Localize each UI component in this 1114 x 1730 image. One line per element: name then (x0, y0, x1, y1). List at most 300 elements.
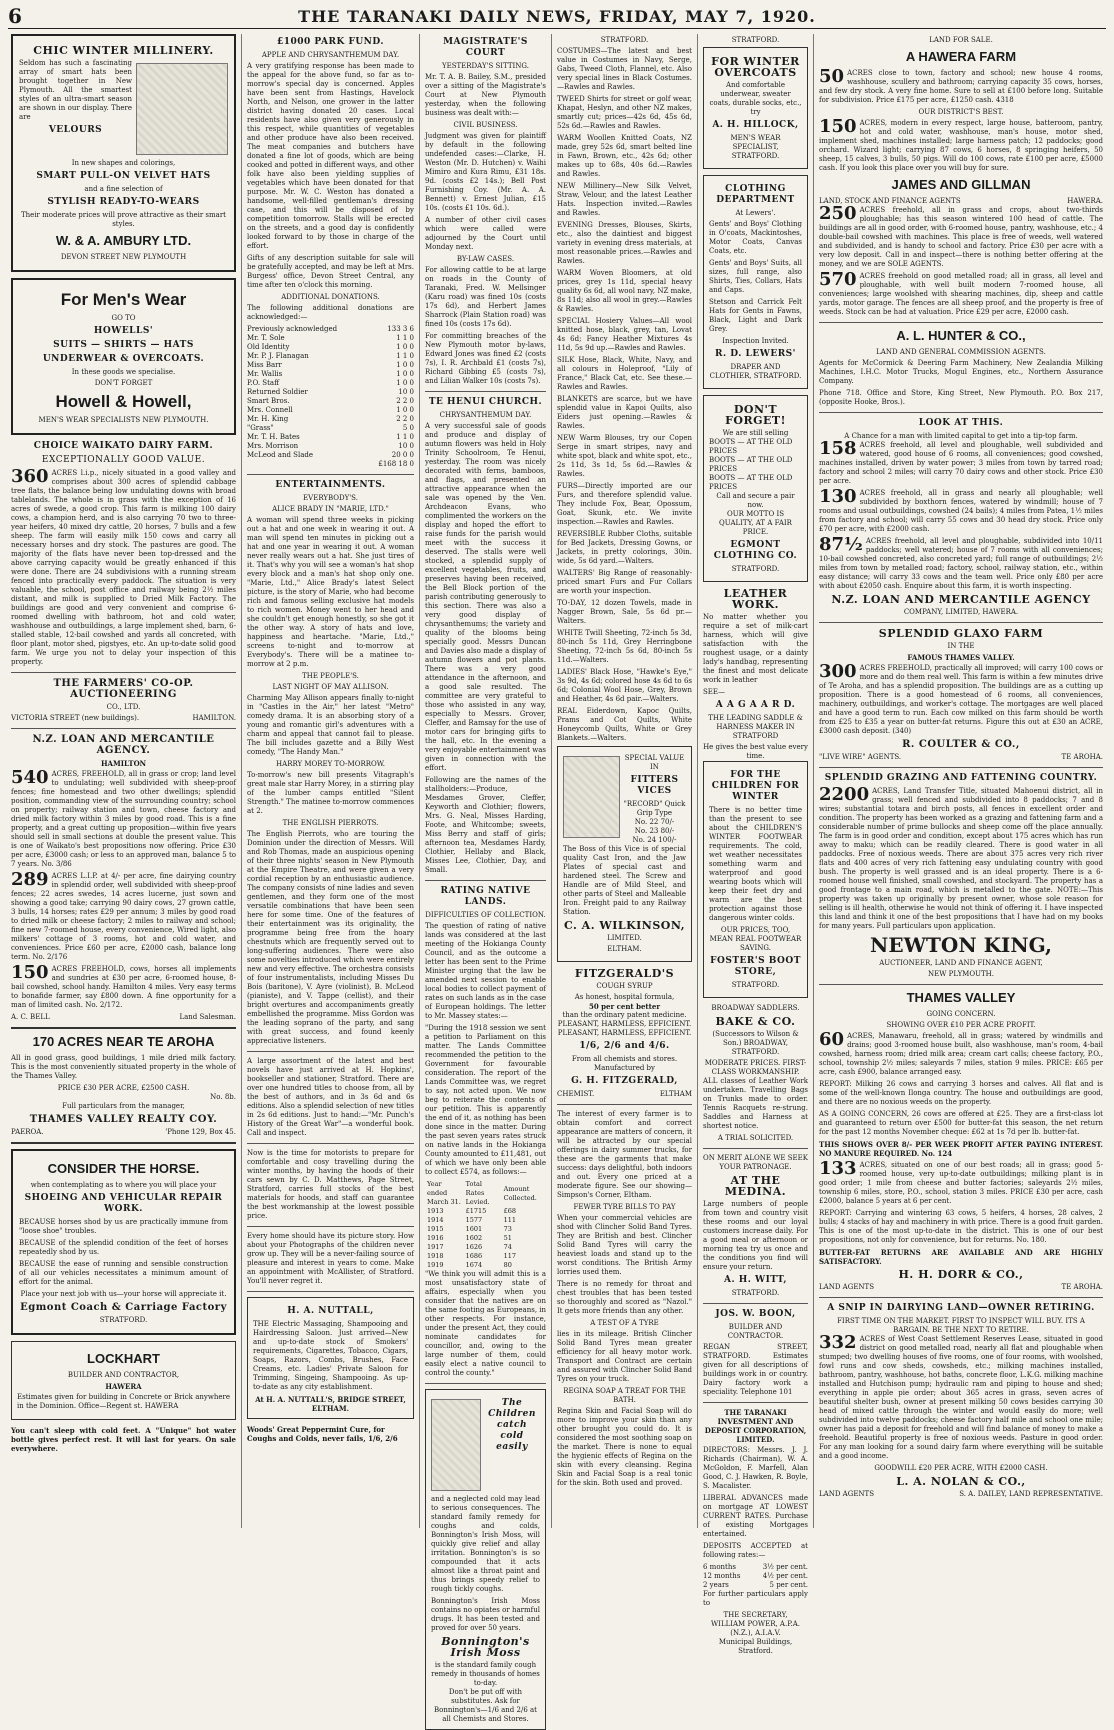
hillock-sub: MEN'S WEAR SPECIALIST, STRATFORD. (730, 134, 781, 160)
millinery-line5: STYLISH READY-TO-WEARS (47, 197, 200, 207)
teAroha-manager: Full particulars from the manager, (62, 1102, 185, 1110)
bonnington-tag3: Don't be put off with substitutes. Ask for Bonnington's—1/6 and 2/6 at all Chemists and Stores. (433, 1688, 537, 1723)
investment-secretary: THE SECRETARY, (723, 1611, 788, 1619)
nuttall-name: H. A. NUTTALL, (287, 1306, 374, 1316)
vice-illustration (563, 756, 620, 838)
table-cell: 1916 (427, 1234, 444, 1242)
egmont-clothing-town: STRATFORD. (731, 565, 780, 573)
rate-term: 6 months (703, 1563, 736, 1571)
henui-text: A very successful sale of goods and produce and display of autumn flowers was held in Holy Trinity Schoolroom, Te Henui, yesterday. The room was nicely decorated with ferns, bamboos, and flags, and presented an attractive appearance when the sale was opened by the Ven. Archdeacon Evans, who complimented the workers on the display and hoped the effort to raise funds for the parish would meet with the success it deserved. The stalls were well stocked, a splendid supply of excellent vegetables, fruits, and preserves having been received, the Bell Block portion of the parish contributing generously to this section. There was also a very good display of chrysanthemums; the variety and quality of the blooms being specially good. Messrs Duncan and Davies also made a display of autumn flowers and pot plants. There was a very good attendance in the afternoon, and a good sale resulted. The committee are very grateful to those who assisted in any way, especially to Messrs. Grover, Cleffer, and Ramsay for the use of motor cars for bringing gifts to the hall, etc. In the evening a very enjoyable entertainment was given in connection with the effort. (425, 422, 546, 772)
donation-amount: 1 1 0 (396, 334, 414, 342)
hawera-acres-2: 150 (819, 116, 857, 137)
table-cell: 1602 (465, 1234, 483, 1242)
bonnington-text2: Bonnington's Irish Moss contains no opiates or harmful drugs. It has been tested and proved for over 50 years. (431, 1597, 540, 1632)
howells-firm: Howell & Howell, (55, 392, 192, 411)
bake-head: BROADWAY SADDLERS. (711, 1004, 800, 1012)
table-cell: 51 (503, 1234, 512, 1242)
howells-heading: For Men's Wear (60, 290, 187, 309)
howells-line1: SUITS — SHIRTS — HATS (53, 340, 194, 350)
wilkinson-firm: C. A. WILKINSON, (563, 919, 686, 932)
egmont-coach-firm: Egmont Coach & Carriage Factory (20, 1302, 227, 1313)
column-5 (698, 34, 814, 1655)
foster-l1: OUR PRICES, TOO, MEAN REAL FOOTWEAR SAVING. (709, 926, 802, 952)
donation-row (247, 379, 414, 388)
nolan-sub: LAND AGENTS (819, 1490, 875, 1498)
bylaw-heading: BY-LAW CASES. (456, 255, 515, 263)
donation-amount: 20 0 0 (391, 451, 414, 459)
unique-bottle-ad: You can't sleep with cold feet. A "Unique" hot water bottle gives perfect rest. It will last for years. On sale everywhere. (11, 1426, 236, 1453)
donation-amount: 2 2 0 (396, 415, 414, 423)
fitz-sub: COUGH SYRUP (596, 982, 653, 990)
morey-text: To-morrow's new bill presents Vitagraph's great male star Harry Morey, in a stirring play of the lumber camps entitled "Silent Strength." The matinee to-morrow commences at 2. (247, 771, 414, 815)
donor-name: Mr. P. J. Flanagan (247, 352, 309, 360)
table-row (425, 1225, 546, 1234)
waikato-acres: 360 (11, 466, 49, 487)
donor-name: Mr. H. King (247, 415, 289, 423)
millinery-body2: Their moderate prices will prove attractive as their smart styles. (21, 211, 226, 228)
look-intro: A Chance for a man with limited capital to get into a tip-top farm. (844, 432, 1078, 440)
teAroha-place: PAEROA. (11, 1128, 44, 1136)
james-sub: LAND, STOCK AND FINANCE AGENTS (819, 197, 961, 205)
hawera-heading: A HAWERA FARM (905, 49, 1017, 64)
regina-text: Regina Skin and Facial Soap will do more to improve your skin than any other brought you could do. It is considered the most soothing soap on the market. There is none to equal the hygienic effects of Regina on the skin with every cleansing. Regina Skin and Facial Soap is a real tonic for the skin. Both used and proved. (557, 1407, 692, 1487)
donor-name: P.O. Staff (247, 379, 280, 387)
bonnington-tagline: The Children catch cold easily (488, 1398, 536, 1452)
donor-name: Returned Soldier (247, 388, 308, 396)
howells-ad (11, 278, 236, 435)
table-row (425, 1252, 546, 1261)
table-cell: 1914 (427, 1216, 444, 1224)
masthead (8, 4, 1106, 29)
donation-amount: 133 3 6 (387, 325, 414, 333)
teAroha-ad (11, 1034, 236, 1137)
table-cell: 117 (503, 1252, 517, 1260)
thames-sub: GOING CONCERN. (926, 1010, 996, 1018)
column-1 (6, 34, 242, 1528)
list-item: COSTUMES—The latest and best value in Costumes in Navy, Serge, Gabs, Tweed Cloth, Flannel, etc. Also very special lines in Black Costumes.—Rawles and Rawles. (557, 47, 692, 91)
fitters-text: The Boss of this Vice is of special quality Cast Iron, and the Jaw Plates of special cast and hardened steel. The Screw and Handle are of Mild Steel, and other parts of Steel and Malleable Iron. Freight paid to any Railway Station. (563, 845, 686, 916)
rate-value: 3½ per cent. (762, 1563, 808, 1571)
simpson-item: The interest of every farmer is to obtain comfort and correct appearance are matters of concern, it will be attracted by our special offerings in dairy summer trucks, for these are the garments that make success: days delightful, both indoors and out. Every one priced at a moderate figure. See our showing—Simpson's Corner, Eltham. (557, 1110, 692, 1199)
ambury-address: DEVON STREET NEW PLYMOUTH (60, 253, 187, 261)
table-cell: 1686 (465, 1252, 483, 1260)
waikato-sub: EXCEPTIONALLY GOOD VALUE. (41, 455, 206, 465)
glaxo-in: IN THE (947, 642, 975, 650)
table-cell: 73 (503, 1225, 512, 1233)
horse-l1: when contemplating as to where you will place your (30, 1181, 217, 1189)
snip-sub: FIRST TIME ON THE MARKET. FIRST TO INSPECT WILL BUY. ITS A BARGAIN. BE THE NEXT TO RETIRE. (837, 1317, 1085, 1334)
fitzgerald-ad (557, 968, 692, 1099)
park-fund-text2: Gifts of any description suitable for sale will be gratefully accepted, and may be left at Mrs. Burgess' office, Devon Street Central, any time after ten o'clock this morning. (247, 254, 414, 289)
millinery-body: Seldom has such a fascinating array of smart hats been brought together in New Plymouth. All the smartest styles of an ultra-smart season are shown in our display. There are (19, 59, 132, 121)
ambury-firm: W. & A. AMBURY LTD. (55, 233, 192, 248)
millinery-ad (11, 34, 236, 272)
donor-name: Old Identity (247, 343, 290, 351)
nzloan-text-1: ACRES, FREEHOLD, all in grass or crop; land level to undulating; well subdivided with sheep-proof fences; fine homestead and two other dwellings; splendid position, commanding view of the surrounding country; school on property; railway station and town, cheese factory and dried milk factory within 3 miles by good road. This is a fine property, and a great cutting up proposition—within five years should sell in small sections at double the present value. This is one of Waikato's best propositions now offering. Price £30 per acre, £3000 cash; or less to an approved man, balance 5 to 7 years. No. 3/86 (11, 770, 236, 868)
donation-amount: 1 0 0 (396, 343, 414, 351)
thames-text-2c: BUTTER-FAT RETURNS ARE AVAILABLE AND ARE HIGHLY SATISFACTORY. (819, 1248, 1103, 1266)
thames-text-1d: THIS SHOWS OVER 8/- PER WEEK PROFIT AFTER PAYING INTEREST. NO MANURE REQUIRED. No. 124 (819, 1140, 1103, 1158)
henui-heading: TE HENUI CHURCH. (428, 397, 543, 407)
boon-firm: JOS. W. BOON, (715, 1309, 796, 1319)
donation-row (247, 325, 414, 334)
table-cell: 1601 (465, 1225, 483, 1233)
hunter-text: Agents for McCormick & Deering Farm Machinery, New Zealandia Milking Machines, I.H.C. Motor Trucks, Mogul Engines, etc., Northern Assurance Company. (819, 359, 1103, 385)
rate-term: 12 months (703, 1572, 741, 1580)
aagaard-sub: THE LEADING SADDLE & HARNESS MAKER IN STRATFORD (708, 714, 803, 740)
donation-amount: 1 1 0 (396, 433, 414, 441)
nolan-rep: S. A. DAILEY, LAND REPRESENTATIVE. (959, 1490, 1103, 1498)
bell-role: Land Salesman. (179, 1013, 236, 1021)
newton-town: NEW PLYMOUTH. (928, 970, 994, 978)
farmers-ad (11, 678, 236, 723)
list-item: REAL Eiderdown, Kapoc Quilts, Prams and Cot Quilts, White Honeycomb Quilts, White or Grey Blankets.—Walters. (557, 707, 692, 742)
foster-heading: FOR THE CHILDREN FOR WINTER (711, 770, 800, 802)
egmont-coach-town: STRATFORD. (99, 1316, 148, 1324)
hillock-firm: A. H. HILLOCK, (712, 120, 799, 130)
bake-l2: A TRIAL SOLICITED. (717, 1134, 794, 1142)
park-fund-sub: APPLE AND CHRYSANTHEMUM DAY. (261, 51, 400, 59)
donation-amount: 5 0 (402, 424, 414, 432)
look-heading: LOOK AT THIS. (918, 418, 1004, 428)
thames-text-2: ACRES, situated on one of our best roads; all in grass; good 5-roomed house, very up-to-date outbuildings; milking plant is in good order; 1 mile from cheese and butter factories; saleyards 2½ miles, township 6 miles, store, P.O., school, station 3 miles. PRICE £30 per acre, cash £2000, balance 5 years at 6 per cent. (819, 1161, 1103, 1205)
henui-sub: CHRYSANTHEMUM DAY. (439, 411, 532, 419)
nolan-firm: L. A. NOLAN & CO., (896, 1475, 1026, 1488)
investment-text: DIRECTORS: Messrs. J. J. Richards (Chairman), W. A. McGoldon, F. Marfell, Alan Good, C. J. Hawken, R. Boyle, S. Macalister. (703, 1446, 808, 1490)
table-row (425, 1207, 546, 1216)
nuttall-address: At H. A. NUTTALL'S, BRIDGE STREET, ELTHAM. (255, 1395, 406, 1413)
rates-table (425, 1180, 546, 1270)
land-for-sale-heading: LAND FOR SALE. (929, 36, 993, 44)
donations-list (247, 325, 414, 460)
donation-row (247, 334, 414, 343)
rate-row (703, 1563, 808, 1572)
millinery-line2: In new shapes and colorings, (71, 159, 176, 167)
lewers-heading: CLOTHING DEPARTMENT (716, 184, 795, 205)
howells-line3: In these goods we specialise. (71, 368, 176, 376)
bake-ad (703, 1004, 808, 1143)
table-cell: 1917 (427, 1243, 444, 1251)
bylaw-text: For allowing cattle to be at large on roads in the County of Taranaki, Fred. W. Mellsinger (Karu road) was fined 10s (costs 17s 6d), and Herbert James Sharrock (Plain Station road) was fined 10s (costs 17s 6d). (425, 266, 546, 328)
donation-amount: 1 0 0 (396, 361, 414, 369)
bake-text: ALL classes of Leather Work undertaken. Travelling Bags on Trunks made to order. Tennis Racquets re-strung. Saddles and Harness at shortest notice. (703, 1077, 808, 1130)
rawles-walters-items (557, 47, 692, 743)
lewers-sub: At Lewers'. (735, 209, 776, 217)
court-heading: MAGISTRATE'S COURT (443, 37, 528, 58)
look-text-3: ACRES freehold, all level and ploughable, subdivided into 10/11 paddocks; well watered; house of 7 rooms with all conveniences; 10-bail cowshed concreted, also concreted yard; full range of outbuildings; 2½ miles from town by metalled road; factory, school, railway station, etc., within easy distance; will carry 33 cows and the team well. Price only £80 per acre with about £2050 cash. Enquire about this farm, it is worth inspecting. (819, 537, 1103, 590)
teAroha-no: No. 8b. (210, 1093, 236, 1101)
donor-name: Miss Barr (247, 361, 282, 369)
list-item: EVENING Dresses, Blouses, Skirts, etc., also the daintiest and biggest variety in evening dress materials, at most reasonable prices.—Rawles and Rawles. (557, 221, 692, 265)
donation-amount: 1 0 0 (396, 406, 414, 414)
snip-heading: A SNIP IN DAIRYING LAND—OWNER RETIRING. (827, 1303, 1095, 1313)
park-fund-text: A very gratifying response has been made to the appeal for the above fund, so far as to-morrow's special day is concerned. Apples have been sent from Hastings, Havelock North, and Nelson, one grower in the latter district having donated 20 cases. Local residents have also given very generously in this respect, while quantities of vegetables and other produce have also been received. The meat companies and butchers have donated a fine lot of goods, which are being cooked and potted in different ways, and other folk have also been yielding supplies of vegetables which have been donated for that purpose. Mr. W. C. Weston has donated a handsome, well-filled gentleman's dressing case, and this will be disposed of by competition tomorrow. Stalls will be erected on the streets, and a good day is confidently looked forward to by those in charge of the effort. (247, 62, 414, 250)
column-3 (420, 34, 552, 1723)
fitz-l1: As honest, hospital formula, (574, 993, 675, 1001)
horse-ad (11, 1149, 236, 1335)
mcallister-photos-item: Every home should have its picture story. How about your Photographs of the children never grow up. They will be a never-failing source of pleasure and interest in years to come. Make an appointment with McAllister, of Stratford. You'll never regret it. (247, 1232, 414, 1285)
lockhart-sub: BUILDER AND CONTRACTOR, (67, 1371, 180, 1379)
list-item: WARM Woollen Knitted Coats, NZ made, grey 52s 6d, smart belted line in Fawn, Brown, etc., 42s 6d; other makes up to 68s, 40s 6d.—Rawles and Rawles. (557, 134, 692, 178)
table-row (425, 1243, 546, 1252)
table-cell: £1715 (465, 1207, 487, 1215)
tyres-text: When your commercial vehicles are shod with Clincher Solid Band Tyres. They are British and best. Clincher Solid Band Tyres will carry the heaviest loads and stand up to the worst conditions. The British Army lorries used them. (557, 1214, 692, 1276)
millinery-line3: SMART PULL-ON VELVET HATS (36, 171, 211, 181)
foster-firm: FOSTER'S BOOT STORE, (710, 956, 801, 977)
egmont-clothing-firm: EGMONT CLOTHING CO. (713, 540, 798, 561)
rating-heading: RATING NATIVE LANDS. (440, 886, 531, 907)
nzloan-acres-1: 540 (11, 767, 49, 788)
lewers-text2: Gents' and Boys' Suits, all sizes, full range, also Shirts, Ties, Collars, Hats and Caps. (709, 259, 802, 294)
deposit-rates-list (703, 1563, 808, 1590)
hunter-heading: A. L. HUNTER & CO., (896, 328, 1026, 343)
table-cell: 1626 (465, 1243, 483, 1251)
dontforget-l6: OUR MOTTO IS QUALITY, AT A FAIR PRICE. (719, 510, 792, 536)
howells-line2: UNDERWEAR & OVERCOATS. (42, 354, 205, 364)
donation-row (247, 343, 414, 352)
rate-term: 2 years (703, 1581, 729, 1589)
glaxo-heading: SPLENDID GLAXO FARM (878, 627, 1044, 640)
donor-name: Previously acknowledged (247, 325, 338, 333)
investment-address: Municipal Buildings, Stratford. (718, 1638, 793, 1655)
dontforget-l4: BOOTS — AT THE OLD PRICES (709, 474, 793, 491)
hillock-text: And comfortable underwear, sweater coats, durable socks, etc., try (709, 81, 802, 116)
nzloan-text-3: ACRES FREEHOLD, cows, horses all implements and sundries at £30 per acre, 6-roomed house, 8-bail cowshed, school handy. Hamilton 4 miles. Very easy terms to bonafide farmer, say £800 down. A fine opportunity for a man of limited cash. No. 2/172. (11, 965, 236, 1009)
rates-header-collected: Amount Collected. (503, 1184, 537, 1202)
table-row (425, 1261, 546, 1270)
table-cell: 80 (503, 1261, 512, 1269)
fitters-title: FITTERS VICES (630, 775, 679, 796)
james-acres-1: 250 (819, 203, 857, 224)
dontforget-l3: BOOTS — AT THE OLD PRICES (709, 456, 793, 473)
horse-l3: BECAUSE horses shod by us are practically immune from "loose shoe" troubles. (19, 1218, 228, 1235)
james-gillman-heading: JAMES AND GILLMAN (891, 177, 1031, 192)
woods-cure-ad: Woods' Great Peppermint Cure, for Coughs and Colds, never fails, 1/6, 2/6 (247, 1425, 398, 1443)
list-item: WHITE Twill Sheeting, 72-inch 5s 3d, 80-inch 5s 11d, Grey Herringbone Sheeting, 72-inch 5s 6d, 80-inch 5s 11d.—Walters. (557, 629, 692, 664)
rating-text3: "We think you will admit this is a most unsatisfactory state of affairs, especially when you consider that the natives are on the same footing as Europeans, in other respects. For instance, under the present Act, they could nominate candidates for councillor, and, owing to the large number of them, could easily elect a native council to control the county." (425, 1270, 547, 1377)
waikato-heading: CHOICE WAIKATO DAIRY FARM. (33, 441, 214, 451)
column-2 (242, 34, 420, 1528)
bylaw-text2: For committing breaches of the New Plymouth motor by-laws, Edward Jones was fined £2 (costs 7s), I. R. Archbald £1 (costs 7s), Richard Gibbing £5 (costs 7s), and Lilian Walker 10s (costs 7s). (425, 332, 546, 385)
allison-text: Charming May Allison appears finally to-night in "Castles in the Air," her latest "Metro" comedy drama. It is an absorbing story of a young and romantic girl's adventures with a charm and appeal that cannot fail to please. The bill includes gazette and a Billy West comedy, "The Handy Man." (247, 694, 414, 756)
donor-name: Mr. T. Sole (247, 334, 285, 342)
teAroha-phone: 'Phone 129, Box 45. (165, 1128, 236, 1136)
alice-heading: ALICE BRADY IN "MARIE, LTD." (272, 505, 389, 513)
henui-text2: Following are the names of the stallholders:—Produce, Mesdames Grover, Cleffer, Keyworth and Clothier; flowers, Mrs. G. Neal, Misses Harding, Foote, and Whitcombe; sweets, Miss Berry and staff of girls; afternoon tea, Mesdames Hardy, Clothier, Hellaby and Black, Misses Lee, Clothier, Day, and Small. (425, 776, 546, 874)
horse-l5: BECAUSE the ease of running and sensible construction of all our vehicles necessitates a minimum amount of effort for the animal. (19, 1260, 228, 1286)
donation-row (247, 406, 414, 415)
donation-amount: 1 0 0 (396, 379, 414, 387)
teAroha-price: PRICE £30 PER ACRE, £2500 CASH. (57, 1084, 190, 1092)
snip-goodwill: GOODWILL £20 PER ACRE, WITH £2000 CASH. (874, 1464, 1048, 1472)
fitz-price: 1/6, 2/6 and 4/6. (579, 1041, 670, 1051)
look-acres-2: 130 (819, 486, 857, 507)
lockhart-name: LOCKHART (87, 1351, 160, 1366)
aagaard-firm: A A G A A R D. (715, 700, 796, 710)
horse-heading: CONSIDER THE HORSE. (47, 1161, 200, 1176)
dorr-town: TE AROHA. (1061, 1283, 1103, 1291)
nzloan-sub: HAMILTON (100, 759, 147, 768)
fitz-firm: G. H. FITZGERALD, (571, 1076, 678, 1086)
rates-header-year: Year ended March 31. (427, 1180, 461, 1206)
rates-table-header (425, 1180, 546, 1207)
fitz-heading: FITZGERALD'S (574, 967, 675, 980)
rate-row (703, 1572, 808, 1581)
thames-text-1c: AS A GOING CONCERN, 26 cows are offered at £25. They are a first-class lot and guaranteed to return over £500 for butter-fat this season, the net return for the past 12 months November cheque: £62 at 1s 7d per lb. butter-fat. (819, 1110, 1103, 1136)
fitz-l7: Manufactured by (594, 1064, 655, 1072)
civil-heading: CIVIL BUSINESS. (453, 121, 518, 129)
list-item: FURS—Directly imported are our Furs, and therefore splendid value. They include Fox, Bear, Opossum, Goat, Skunk, etc. We invite inspection.—Rawles and Rawles. (557, 482, 692, 526)
nzloan-hawera-sub: COMPANY, LIMITED, HAWERA. (903, 608, 1019, 616)
nazol-item: There is no remedy for throat and chest troubles that has been tested so thoroughly and scored as "Nazol." It gets more friends than any other. (557, 1280, 692, 1315)
thames-text-2b: REPORT: Carrying and wintering 63 cows, 5 heifers, 4 horses, 28 calves, 2 bulls; 4 stacks of hay and machinery in with price. There is a good fruit garden. This is one of the most up-to-date in the district. This is one of our best propositions, not only for convenience, but for returns. No. 180. (819, 1209, 1103, 1244)
fitz-role: CHEMIST. (557, 1090, 595, 1098)
donor-name: Mr. Wallis (247, 370, 283, 378)
fitters-head: SPECIAL VALUE IN (624, 754, 685, 771)
donation-row (247, 442, 414, 451)
witt-town: STRATFORD. (731, 1289, 780, 1297)
bonnington-ad (425, 1389, 546, 1730)
fitters-vices-ad (557, 746, 692, 962)
look-text-2: ACRES freehold, all in grass and nearly all ploughable; well subdivided by boxthorn fences, watered by windmill; house of 7 rooms and usual outbuildings, cowshed (24 bails); 4 miles from Patea, 1½ miles from factory and school; will carry 55 cows and 30 head dry stock. Price only £70 per acre, with £2000 cash. (819, 489, 1103, 533)
donations-intro: The following additional donations are acknowledged:— (247, 304, 414, 321)
millinery-velours: VELOURS (48, 125, 103, 135)
boon-sub: BUILDER AND CONTRACTOR. (727, 1323, 784, 1340)
investment-text4: For further particulars apply to (703, 1590, 808, 1607)
donation-row (247, 451, 414, 460)
egmont-clothing-ad (703, 395, 808, 582)
james-text-2: ACRES freehold on good metalled road; all in grass, all level and ploughable, with well built modern 7-roomed house, all conveniences; large woolshed with shearing machines, dip, sheep and cattle yards, motor garage. The fences are all sheep proof, and the property is free of weeds. Stock can be had at valuation. Price £29 per acre, £2000 cash. (819, 272, 1103, 316)
donation-row (247, 388, 414, 397)
tyre-test-heading: A TEST OF A TYRE (590, 1319, 659, 1327)
horse-l2: SHOEING AND VEHICULAR REPAIR WORK. (24, 1193, 223, 1214)
foster-town: STRATFORD. (731, 981, 780, 989)
bonnington-tag2: is the standard family cough remedy in thousands of homes to-day. (431, 1661, 540, 1687)
james-text-1: ACRES freehold, all in grass and crops, about two-thirds ploughable; has this season wintered 100 head of cattle. The buildings are all in good order, with 6-roomed house, pantry, washhouse, etc.; 4 double-bail cowshed with machines. This place is free of weeds, well watered and subdivided, and is handy to school and factory. Price £30 per acre with a very low deposit. Call in and inspect—there is nothing better offering at the money, and we are SOLE AGENTS. (819, 206, 1103, 268)
nzloan-hawera-firm: N.Z. LOAN AND MERCANTILE AGENCY (831, 593, 1091, 606)
witt-firm: A. H. WITT, (723, 1275, 788, 1285)
hunter-sub: LAND AND GENERAL COMMISSION AGENTS. (876, 348, 1046, 356)
farmers-heading: THE FARMERS' CO-OP. AUCTIONEERING (53, 678, 194, 700)
list-item: TWEED Shirts for street or golf wear, Khapat, Heslyn, and other NZ makes, smartly cut; prices—42s 6d, 45s 6d, 52s 6d.—Rawles and Rawles. (557, 95, 692, 130)
table-cell: 74 (503, 1243, 512, 1251)
donor-name: Smart Bros. (247, 397, 290, 405)
aagaard-l: He gives the best value every time. (703, 743, 808, 760)
look-text-1: ACRES freehold, all level and ploughable, well subdivided and watered, good house of 6 rooms, all conveniences; good cowshed, machines installed, driven by water power; 3 miles from town by tarred road; factory and school 2 miles; will carry 70 dairy cows and other stock. Price £30 per acre. (819, 441, 1103, 485)
millinery-line4: and a fine selection of (84, 185, 163, 193)
rating-sub: DIFFICULTIES OF COLLECTION. (425, 911, 546, 919)
rating-text2: "During the 1918 session we sent a petition to Parliament on this matter. The Lands Committee recommended the petition to the Government for favourable consideration. The report of the Lands Committee was, we regret to say, not acted upon. We now beg to reiterate the contents of our petition. This is apparently the end of it, as nothing has been done since in the matter. During the past seven years rates struck on native lands in the Hokianga County amounted to £11,481, out of which we have only been able to collect £574, as follows:— (425, 1024, 546, 1176)
lockhart-ad (11, 1341, 236, 1420)
dontforget-l5: Call and secure a pair now. (716, 492, 795, 509)
boon-text: REGAN STREET, STRATFORD. Estimates given for all descriptions of buildings work in or country. Dairy factory work a speciality. Telephone 101 (703, 1343, 808, 1396)
fitz-l2: 50 per cent better (588, 1002, 661, 1011)
horse-l4: BECAUSE of the splendid condition of the feet of horses repeatedly shod by us. (19, 1239, 228, 1256)
donation-row (247, 415, 414, 424)
donation-amount: 1 1 0 (396, 352, 414, 360)
bake-firm: BAKE & CO. (715, 1015, 796, 1028)
medina-heading: AT THE MEDINA. (724, 1174, 787, 1198)
woman-in-hat-illustration (136, 63, 228, 155)
lewers-text: Gents' and Boys' Clothing in O'coats, Mackintoshes, Motor Coats, Canvas Coats, etc. (709, 220, 802, 255)
regina-heading: REGINA SOAP A TREAT FOR THE BATH. (563, 1387, 686, 1404)
hawera-text-1: ACRES close to town, factory and school; new house 4 rooms, washhouse, scullery and bathroom; carrying capacity 35 cows, horses, and few dry stock. A very fine home. Sure to sell at £100 before long. Suitable for subdivision. Price £175 per acre, £1250 cash. 4318 (819, 69, 1103, 104)
thames-heading: THAMES VALLEY (906, 990, 1016, 1005)
thames-acres-1: 60 (819, 1029, 845, 1050)
medina-ad (703, 1154, 808, 1298)
farmers-town: HAMILTON. (192, 714, 236, 722)
list-item: NEW Millinery—New Silk Velvet, Straw, Velour, and the latest Leather Hats. Inspection invited.—Rawles and Rawles. (557, 182, 692, 217)
leather-see: SEE— (703, 688, 726, 696)
investment-text3: DEPOSITS ACCEPTED at following rates:— (703, 1542, 808, 1559)
coulter-firm: R. COULTER & CO., (902, 739, 1020, 750)
glaxo-acres: 300 (819, 661, 857, 682)
list-item: SILK Hose, Black, White, Navy, and all colours in Holeproof, "Lily of France," Black Cat, etc. See these.—Rawles and Rawles. (557, 356, 692, 391)
col5-stratford: STRATFORD. (731, 36, 780, 44)
bonnington-text: and a neglected cold may lead to serious consequences. The standard family remedy for coughs and colds, Bonnington's Irish Moss, will quickly give relief and allay irritation. Bonnington's is so compounded that it acts almost like a throat paint and thus brings speedy relief to rough tickly coughs. (431, 1495, 540, 1593)
thames-text-1: ACRES, Manawaru, freehold, all in grass; watered by windmills and drains; good 3-roomed house built, also washhouse, man's room, 4-bail cowshed, harness room; dried milk area; cream cart calls; cheese factory, P.O., school, township 2½ miles; saleyards 7 miles, station 9 miles. PRICE: £65 per acre, cash £900, balance arranged easy. (819, 1032, 1103, 1076)
page-number: 6 (8, 4, 22, 28)
leather-text: No matter whether you require a set of milk-cart harness, which will give satisfaction with the roughest usage, or a dainty lady's handbag, representing the finest and most delicate work in leather (703, 613, 808, 684)
everybodys-heading: EVERYBODY'S. (303, 494, 358, 502)
list-item: BLANKETS are scarce, but we have splendid value in Kapoi Quilts, also Eiders just opening.—Rawles & Rawles. (557, 395, 692, 430)
waikato-text: ACRES l.i.p., nicely situated in a good valley and comprises about 300 acres of splendid cabbage tree flats, the balance being low undulating downs with broad tablelands. The whole is in grass with the exception of 16 acres of swede, a good crop. This farm is milking 100 dairy cows, a champion herd, and is also carrying 70 two to three-year heifers, 40 mixed dry cattle, 20 horses, 7 bulls and a few sheep. The farm will easily milk 150 cows and carry all necessary horses and dry stock. The pastures are good. The majority of the flats have never been top-dressed and the above carrying capacity would be greatly enhanced if this were done. There are 24 subdivisions with a running stream fenced into practically every paddock. The situation is very valuable, the school, post office and railway being 2½ miles distant, and milk is supplied to Dried Milk Factory. The buildings are good and very convenient and comprise 6-roomed dwelling with bathroom, hot and cold water, washhouse and outbuildings, a large implement shed, barn, 6-stalled stable, 12-bail cowshed and yards all concreted, with floor plant, motor shed, pigstyes, etc. An up-to-date solid good farm. We urge you not to delay your inspection of this property. (11, 469, 236, 666)
lewers-firm: R. D. LEWERS' (715, 349, 796, 359)
table-cell: 1918 (427, 1252, 444, 1260)
donation-amount: 1 0 0 (396, 370, 414, 378)
howells-goto: GO TO (111, 314, 136, 322)
leather-heading: LEATHER WORK. (723, 587, 788, 611)
hawera-text-2: ACRES, modern in every respect, large house, batteroom, pantry, hot and cold water, washhouse, man's house, motor shed, implement shed, machines installed; large harness patch; 12 paddocks; good orchard. Wizard light; carrying 87 cows, 6 horses, 8 springing heifers, 50 sheep, 15 calves, 3 bulls, 50 pigs. Will do 100 cows, rate £100 per acre, £5000 cash. If you look this place over you will buy for sure. (819, 119, 1103, 172)
nzloan-acres-2: 289 (11, 869, 49, 890)
rate-value: 5 per cent. (769, 1581, 808, 1589)
investment-name: WILLIAM POWER, A.P.A. (N.Z.), A.I.A.V. (710, 1620, 801, 1637)
bake-l1: MODERATE PRICES. FIRST-CLASS WORKMANSHIP. (704, 1059, 807, 1076)
thames-text-1b: REPORT: Milking 26 cows and carrying 3 horses and calves. All flat and is some of the well-known Ilonga country. The house and outbuildings are good, and there are no noxious weeds on the property. (819, 1080, 1103, 1106)
grazing-heading: SPLENDID GRAZING AND FATTENING COUNTRY. (824, 773, 1098, 783)
hawera-acres-1: 50 (819, 66, 845, 87)
lewers-ad (703, 175, 808, 389)
hunter-phone: Phone 718. Office and Store, King Street, New Plymouth. P.O. Box 217, (opposite Hooke, Bros.). (819, 389, 1103, 406)
rates-header-levied: Total Rates Levied. (465, 1180, 490, 1206)
court-sub: YESTERDAY'S SITTING. (441, 62, 529, 70)
lewers-text3: Stetson and Carrick Felt Hats for Gents in Fawns, Black, Light and Dark Grey. (709, 298, 802, 333)
donation-row (247, 352, 414, 361)
howells-line4: DON'T FORGET (94, 379, 153, 387)
medina-head: ON MERIT ALONE WE SEEK YOUR PATRONAGE. (703, 1154, 808, 1171)
matthews-hoods-item: Now is the time for motorists to prepare for comfortable and cosy travelling during the winter months, by having the hoods of their cars sewn by C. D. Matthews, Page Street, Stratford, carries full stocks of the best materials for hoods, and staff can guarantee the best workmanship at the lowest possible price. (247, 1149, 414, 1220)
table-cell: 111 (503, 1216, 517, 1224)
nuttall-text: THE Electric Massaging, Shampooing and Hairdressing Saloon. Just arrived—New and up-to-date stock of Smokers' requirements, Cigarettes, Tobacco, Cigars, Soaps, Razors, Combs, Brushes, Face Creams, etc. Ladies' Private Saloon for Trimming, Singeing, Shampooing. As up-to-date as any city establishment. (253, 1320, 408, 1391)
list-item: LADIES' Black Hose, "Hawke's Eye," 3s 9d, 4s 6d; colored hose 4s 6d to 6s 6d; Colonial Wool Hose, Grey, Brown and Heather, 4s 6d pair.—Walters. (557, 668, 692, 703)
donation-row (247, 370, 414, 379)
nuttall-ad (247, 1297, 414, 1419)
farmers-address: VICTORIA STREET (new buildings). (11, 714, 140, 722)
nzloan-text-2: ACRES L.I.P. at 4/- per acre, fine dairying country in splendid order, well subdivided with sheep-proof fences; 22 acres swedes, 14 acres lucerne, just sown and showing a good take; carrying 90 dairy cows, 27 grown cattle, 3 bulls, 14 horses; rates £29 per annum; 3 miles by good road to dried milk or cheese factory; 2 miles to railway and school; fine new 7-roomed house, every convenience, Wired light, also milkers' cottage of 3 rooms, hot and cold water, and conveniences. Price £60 per acre, £2000 cash, balance long term. No. 2/176 (11, 872, 236, 961)
hopkins-books-item: A large assortment of the latest and best novels have just arrived at H. Hopkins', bookseller and stationer, Stratford. There are over one hundred titles to choose from, all by the best of authors, and in 3s 6d and 6s editions. Also a splendid selection of new titles in 2s 6d editions. Just to hand:—"Mr. Punch's History of the Great War"—a wonderful book. Call and inspect. (247, 1057, 414, 1137)
waikato-ad (11, 441, 236, 667)
table-cell: 1674 (465, 1261, 483, 1269)
glaxo-sub: FAMOUS THAMES VALLEY. (907, 653, 1015, 662)
fitters-price-1: No. 22 70/- (634, 818, 675, 826)
park-fund-heading: £1000 PARK FUND. (276, 37, 385, 47)
hillock-heading: FOR WINTER OVERCOATS (711, 55, 800, 79)
donation-amount: 10 0 (398, 388, 414, 396)
hawera-best: OUR DISTRICT'S BEST. (918, 108, 1004, 116)
farmers-sub: CO., LTD. (106, 703, 141, 711)
fitters-model: "RECORD" Quick Grip Type (623, 800, 686, 817)
masthead-title: THE TARANAKI DAILY NEWS, FRIDAY, MAY 7, 1920. (298, 6, 816, 26)
